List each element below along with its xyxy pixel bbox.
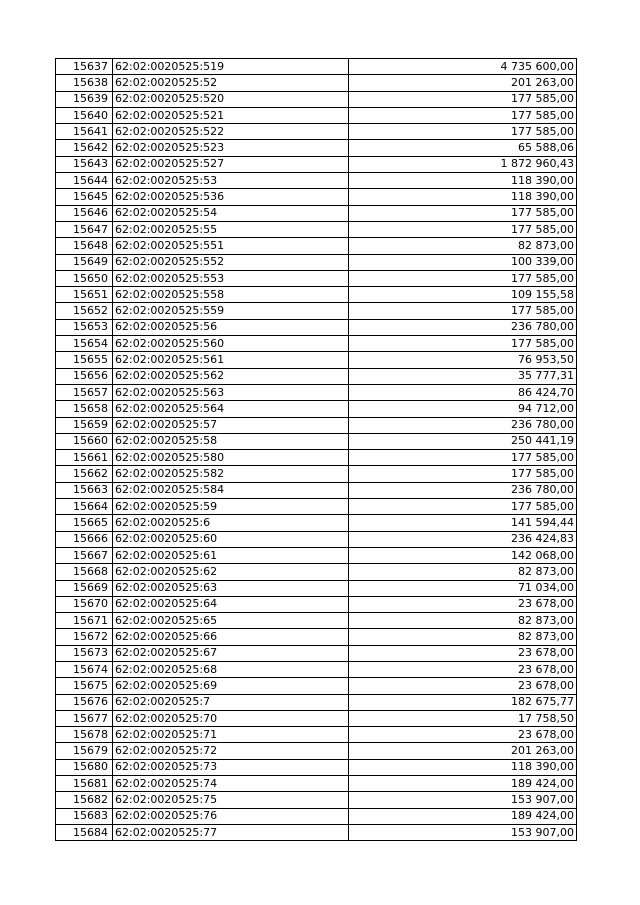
row-number-cell: 15644 xyxy=(56,173,113,189)
value-cell: 177 585,00 xyxy=(349,499,577,515)
value-cell: 17 758,50 xyxy=(349,710,577,726)
cadastral-number-cell: 62:02:0020525:560 xyxy=(113,336,349,352)
value-cell: 142 068,00 xyxy=(349,547,577,563)
cadastral-number-cell: 62:02:0020525:53 xyxy=(113,173,349,189)
cadastral-number-cell: 62:02:0020525:70 xyxy=(113,710,349,726)
cadastral-number-cell: 62:02:0020525:72 xyxy=(113,743,349,759)
cadastral-number-cell: 62:02:0020525:64 xyxy=(113,596,349,612)
cadastral-number-cell: 62:02:0020525:553 xyxy=(113,270,349,286)
value-cell: 109 155,58 xyxy=(349,287,577,303)
cadastral-number-cell: 62:02:0020525:521 xyxy=(113,107,349,123)
value-cell: 100 339,00 xyxy=(349,254,577,270)
value-cell: 118 390,00 xyxy=(349,759,577,775)
value-cell: 23 678,00 xyxy=(349,645,577,661)
row-number-cell: 15680 xyxy=(56,759,113,775)
row-number-cell: 15664 xyxy=(56,499,113,515)
value-cell: 201 263,00 xyxy=(349,743,577,759)
table-row xyxy=(56,645,577,661)
row-number-cell: 15647 xyxy=(56,221,113,237)
table-row xyxy=(56,792,577,808)
cadastral-number-cell: 62:02:0020525:6 xyxy=(113,515,349,531)
row-number-cell: 15651 xyxy=(56,287,113,303)
cadastral-number-cell: 62:02:0020525:52 xyxy=(113,75,349,91)
value-cell: 177 585,00 xyxy=(349,336,577,352)
table-row xyxy=(56,515,577,531)
cadastral-number-cell: 62:02:0020525:69 xyxy=(113,678,349,694)
cadastral-number-cell: 62:02:0020525:519 xyxy=(113,59,349,75)
row-number-cell: 15639 xyxy=(56,91,113,107)
table-row xyxy=(56,287,577,303)
table-row xyxy=(56,401,577,417)
table-row xyxy=(56,776,577,792)
table-row xyxy=(56,59,577,75)
row-number-cell: 15667 xyxy=(56,547,113,563)
row-number-cell: 15684 xyxy=(56,824,113,840)
value-cell: 23 678,00 xyxy=(349,596,577,612)
table-row xyxy=(56,384,577,400)
table-row xyxy=(56,368,577,384)
value-cell: 118 390,00 xyxy=(349,173,577,189)
row-number-cell: 15682 xyxy=(56,792,113,808)
value-cell: 35 777,31 xyxy=(349,368,577,384)
value-cell: 94 712,00 xyxy=(349,401,577,417)
table-row xyxy=(56,205,577,221)
table-row xyxy=(56,547,577,563)
row-number-cell: 15652 xyxy=(56,303,113,319)
value-cell: 236 780,00 xyxy=(349,319,577,335)
cadastral-number-cell: 62:02:0020525:65 xyxy=(113,613,349,629)
row-number-cell: 15666 xyxy=(56,531,113,547)
value-cell: 23 678,00 xyxy=(349,727,577,743)
value-cell: 236 780,00 xyxy=(349,417,577,433)
table-row xyxy=(56,75,577,91)
table-row xyxy=(56,221,577,237)
row-number-cell: 15672 xyxy=(56,629,113,645)
row-number-cell: 15640 xyxy=(56,107,113,123)
cadastral-number-cell: 62:02:0020525:580 xyxy=(113,450,349,466)
cadastral-number-cell: 62:02:0020525:68 xyxy=(113,661,349,677)
table-row xyxy=(56,352,577,368)
row-number-cell: 15657 xyxy=(56,384,113,400)
table-row xyxy=(56,417,577,433)
value-cell: 177 585,00 xyxy=(349,466,577,482)
row-number-cell: 15674 xyxy=(56,661,113,677)
cadastral-number-cell: 62:02:0020525:561 xyxy=(113,352,349,368)
value-cell: 65 588,06 xyxy=(349,140,577,156)
cadastral-number-cell: 62:02:0020525:563 xyxy=(113,384,349,400)
cadastral-number-cell: 62:02:0020525:60 xyxy=(113,531,349,547)
table-row xyxy=(56,270,577,286)
row-number-cell: 15656 xyxy=(56,368,113,384)
table-row xyxy=(56,238,577,254)
row-number-cell: 15662 xyxy=(56,466,113,482)
value-cell: 141 594,44 xyxy=(349,515,577,531)
row-number-cell: 15638 xyxy=(56,75,113,91)
table-row xyxy=(56,319,577,335)
row-number-cell: 15654 xyxy=(56,336,113,352)
cadastral-number-cell: 62:02:0020525:56 xyxy=(113,319,349,335)
row-number-cell: 15675 xyxy=(56,678,113,694)
table-row xyxy=(56,124,577,140)
table-row xyxy=(56,189,577,205)
row-number-cell: 15655 xyxy=(56,352,113,368)
table-row xyxy=(56,156,577,172)
value-cell: 177 585,00 xyxy=(349,91,577,107)
value-cell: 76 953,50 xyxy=(349,352,577,368)
table-row xyxy=(56,661,577,677)
table-row xyxy=(56,499,577,515)
cadastral-number-cell: 62:02:0020525:62 xyxy=(113,564,349,580)
value-cell: 23 678,00 xyxy=(349,661,577,677)
value-cell: 82 873,00 xyxy=(349,564,577,580)
table-row xyxy=(56,482,577,498)
value-cell: 236 424,83 xyxy=(349,531,577,547)
value-cell: 236 780,00 xyxy=(349,482,577,498)
row-number-cell: 15663 xyxy=(56,482,113,498)
table-row xyxy=(56,580,577,596)
table-row xyxy=(56,336,577,352)
row-number-cell: 15676 xyxy=(56,694,113,710)
value-cell: 201 263,00 xyxy=(349,75,577,91)
table-row xyxy=(56,759,577,775)
table-row xyxy=(56,450,577,466)
cadastral-number-cell: 62:02:0020525:536 xyxy=(113,189,349,205)
cadastral-number-cell: 62:02:0020525:564 xyxy=(113,401,349,417)
row-number-cell: 15641 xyxy=(56,124,113,140)
row-number-cell: 15650 xyxy=(56,270,113,286)
cadastral-number-cell: 62:02:0020525:522 xyxy=(113,124,349,140)
cadastral-number-cell: 62:02:0020525:54 xyxy=(113,205,349,221)
table-row xyxy=(56,613,577,629)
value-cell: 182 675,77 xyxy=(349,694,577,710)
cadastral-value-table xyxy=(55,58,577,841)
table-row xyxy=(56,694,577,710)
table-row xyxy=(56,107,577,123)
cadastral-number-cell: 62:02:0020525:582 xyxy=(113,466,349,482)
row-number-cell: 15677 xyxy=(56,710,113,726)
row-number-cell: 15669 xyxy=(56,580,113,596)
row-number-cell: 15679 xyxy=(56,743,113,759)
table-row xyxy=(56,743,577,759)
cadastral-number-cell: 62:02:0020525:527 xyxy=(113,156,349,172)
row-number-cell: 15678 xyxy=(56,727,113,743)
table-row xyxy=(56,629,577,645)
row-number-cell: 15659 xyxy=(56,417,113,433)
table-row xyxy=(56,466,577,482)
table-row xyxy=(56,531,577,547)
cadastral-number-cell: 62:02:0020525:63 xyxy=(113,580,349,596)
table-row xyxy=(56,824,577,840)
table-row xyxy=(56,91,577,107)
table-row xyxy=(56,596,577,612)
table-row xyxy=(56,710,577,726)
value-cell: 4 735 600,00 xyxy=(349,59,577,75)
value-cell: 177 585,00 xyxy=(349,107,577,123)
table-row xyxy=(56,678,577,694)
value-cell: 177 585,00 xyxy=(349,450,577,466)
cadastral-number-cell: 62:02:0020525:558 xyxy=(113,287,349,303)
cadastral-number-cell: 62:02:0020525:66 xyxy=(113,629,349,645)
cadastral-number-cell: 62:02:0020525:562 xyxy=(113,368,349,384)
value-cell: 153 907,00 xyxy=(349,792,577,808)
cadastral-number-cell: 62:02:0020525:523 xyxy=(113,140,349,156)
value-cell: 177 585,00 xyxy=(349,303,577,319)
table-body xyxy=(56,59,577,841)
row-number-cell: 15646 xyxy=(56,205,113,221)
table-row xyxy=(56,173,577,189)
cadastral-number-cell: 62:02:0020525:73 xyxy=(113,759,349,775)
value-cell: 86 424,70 xyxy=(349,384,577,400)
row-number-cell: 15660 xyxy=(56,433,113,449)
value-cell: 82 873,00 xyxy=(349,629,577,645)
table-row xyxy=(56,254,577,270)
row-number-cell: 15645 xyxy=(56,189,113,205)
row-number-cell: 15643 xyxy=(56,156,113,172)
row-number-cell: 15653 xyxy=(56,319,113,335)
row-number-cell: 15649 xyxy=(56,254,113,270)
table-row xyxy=(56,727,577,743)
value-cell: 118 390,00 xyxy=(349,189,577,205)
row-number-cell: 15661 xyxy=(56,450,113,466)
value-cell: 250 441,19 xyxy=(349,433,577,449)
cadastral-number-cell: 62:02:0020525:57 xyxy=(113,417,349,433)
value-cell: 177 585,00 xyxy=(349,124,577,140)
value-cell: 23 678,00 xyxy=(349,678,577,694)
cadastral-number-cell: 62:02:0020525:67 xyxy=(113,645,349,661)
cadastral-number-cell: 62:02:0020525:61 xyxy=(113,547,349,563)
cadastral-number-cell: 62:02:0020525:552 xyxy=(113,254,349,270)
cadastral-number-cell: 62:02:0020525:520 xyxy=(113,91,349,107)
cadastral-number-cell: 62:02:0020525:58 xyxy=(113,433,349,449)
row-number-cell: 15648 xyxy=(56,238,113,254)
cadastral-number-cell: 62:02:0020525:584 xyxy=(113,482,349,498)
value-cell: 71 034,00 xyxy=(349,580,577,596)
table-row xyxy=(56,564,577,580)
value-cell: 177 585,00 xyxy=(349,205,577,221)
row-number-cell: 15658 xyxy=(56,401,113,417)
row-number-cell: 15670 xyxy=(56,596,113,612)
cadastral-number-cell: 62:02:0020525:59 xyxy=(113,499,349,515)
cadastral-number-cell: 62:02:0020525:551 xyxy=(113,238,349,254)
row-number-cell: 15668 xyxy=(56,564,113,580)
row-number-cell: 15637 xyxy=(56,59,113,75)
value-cell: 153 907,00 xyxy=(349,824,577,840)
cadastral-number-cell: 62:02:0020525:7 xyxy=(113,694,349,710)
table-row xyxy=(56,140,577,156)
value-cell: 189 424,00 xyxy=(349,808,577,824)
value-cell: 82 873,00 xyxy=(349,238,577,254)
row-number-cell: 15642 xyxy=(56,140,113,156)
row-number-cell: 15673 xyxy=(56,645,113,661)
value-cell: 82 873,00 xyxy=(349,613,577,629)
cadastral-number-cell: 62:02:0020525:76 xyxy=(113,808,349,824)
row-number-cell: 15681 xyxy=(56,776,113,792)
row-number-cell: 15683 xyxy=(56,808,113,824)
cadastral-number-cell: 62:02:0020525:77 xyxy=(113,824,349,840)
value-cell: 189 424,00 xyxy=(349,776,577,792)
row-number-cell: 15671 xyxy=(56,613,113,629)
value-cell: 177 585,00 xyxy=(349,270,577,286)
value-cell: 1 872 960,43 xyxy=(349,156,577,172)
table-row xyxy=(56,808,577,824)
cadastral-number-cell: 62:02:0020525:71 xyxy=(113,727,349,743)
cadastral-number-cell: 62:02:0020525:559 xyxy=(113,303,349,319)
row-number-cell: 15665 xyxy=(56,515,113,531)
value-cell: 177 585,00 xyxy=(349,221,577,237)
table-row xyxy=(56,433,577,449)
cadastral-number-cell: 62:02:0020525:74 xyxy=(113,776,349,792)
cadastral-number-cell: 62:02:0020525:75 xyxy=(113,792,349,808)
table-row xyxy=(56,303,577,319)
cadastral-number-cell: 62:02:0020525:55 xyxy=(113,221,349,237)
